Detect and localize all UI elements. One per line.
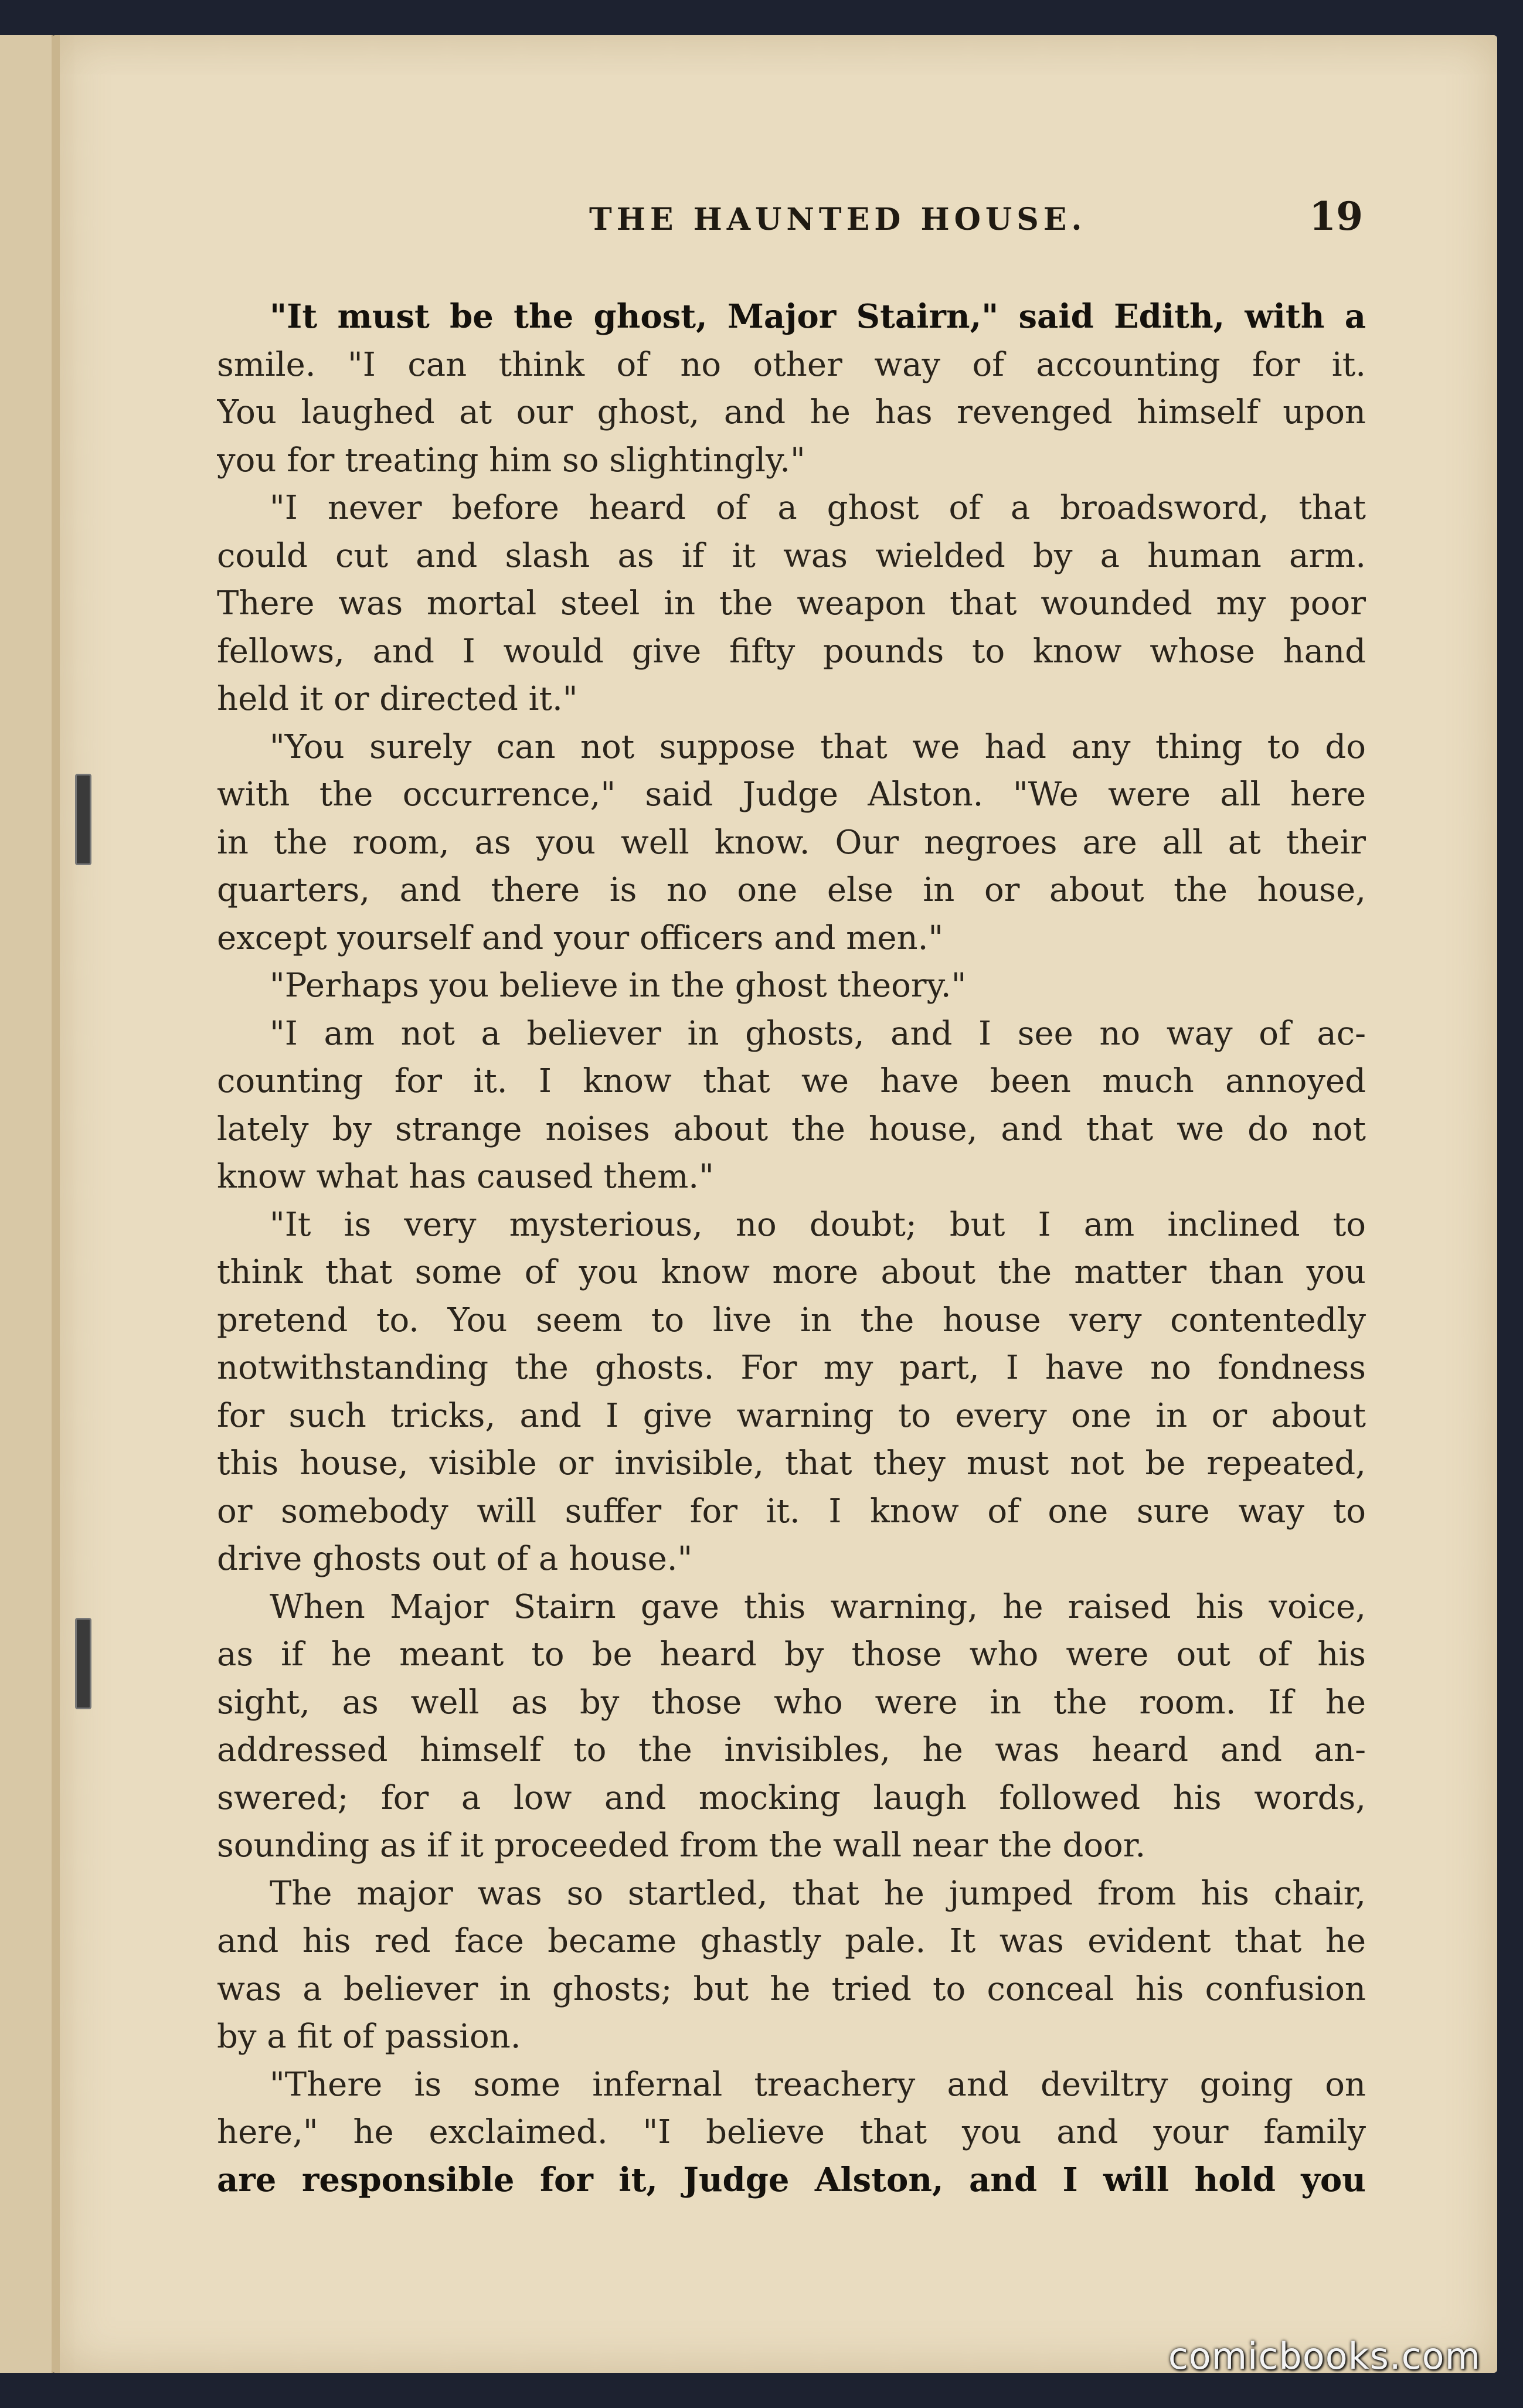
- text-line: was a believer in ghosts; but he tried to conceal his confusion: [217, 1970, 1366, 2008]
- text-line: as if he meant to be heard by those who were out of his: [217, 1635, 1366, 1674]
- text-line: think that some of you know more about the matter than you: [217, 1253, 1366, 1291]
- text-line: addressed himself to the invisibles, he was heard and an-: [217, 1731, 1366, 1769]
- text-line: notwithstanding the ghosts. For my part, I have no fondness: [217, 1349, 1366, 1387]
- text-line: by a fit of passion.: [217, 2018, 521, 2056]
- text-line: lately by strange noises about the house, and that we do not: [217, 1110, 1366, 1148]
- text-line: you for treating him so slightingly.": [217, 441, 805, 479]
- text-line: quarters, and there is no one else in or about the house,: [217, 871, 1366, 909]
- text-line: held it or directed it.": [217, 680, 578, 718]
- text-line: There was mortal steel in the weapon that wounded my poor: [217, 584, 1366, 623]
- text-line: "I am not a believer in ghosts, and I see no way of ac-: [270, 1014, 1366, 1053]
- body-text: [217, 293, 1366, 2204]
- text-line: with the occurrence," said Judge Alston. "We were all here: [217, 776, 1366, 814]
- running-title: THE HAUNTED HOUSE.: [589, 202, 1087, 237]
- staple-top: [75, 774, 91, 865]
- text-line: drive ghosts out of a house.": [217, 1540, 693, 1578]
- text-line: "It is very mysterious, no doubt; but I am inclined to: [270, 1205, 1366, 1244]
- text-line: "Perhaps you believe in the ghost theory.": [270, 967, 967, 1005]
- text-line: counting for it. I know that we have been much annoyed: [217, 1062, 1366, 1100]
- text-line: "It must be the ghost, Major Stairn," said Edith, with a: [270, 297, 1366, 336]
- text-line: "You surely can not suppose that we had any thing to do: [270, 727, 1366, 766]
- text-line: and his red face became ghastly pale. It was evident that he: [217, 1922, 1366, 1960]
- text-line: smile. "I can think of no other way of accounting for it.: [217, 345, 1366, 384]
- text-line: or somebody will suffer for it. I know of one sure way to: [217, 1492, 1366, 1530]
- text-line: fellows, and I would give fifty pounds to know whose hand: [217, 632, 1366, 671]
- text-line: are responsible for it, Judge Alston, and I will hold you: [217, 2160, 1366, 2199]
- text-line: could cut and slash as if it was wielded by a human arm.: [217, 536, 1366, 575]
- text-line: You laughed at our ghost, and he has revenged himself upon: [217, 393, 1366, 431]
- text-line: in the room, as you well know. Our negroes are all at their: [217, 823, 1366, 862]
- text-line: for such tricks, and I give warning to every one in or about: [217, 1396, 1366, 1435]
- page-number: 19: [1309, 193, 1363, 239]
- text-line: swered; for a low and mocking laugh followed his words,: [217, 1778, 1366, 1817]
- left-page-edge: [0, 35, 53, 2373]
- text-line: except yourself and your officers and men.": [217, 919, 944, 957]
- text-line: this house, visible or invisible, that they must not be repeated,: [217, 1444, 1366, 1482]
- text-line: The major was so startled, that he jumped from his chair,: [270, 1874, 1366, 1913]
- text-line: here," he exclaimed. "I believe that you and your family: [217, 2113, 1366, 2151]
- text-line: "There is some infernal treachery and deviltry going on: [270, 2065, 1366, 2104]
- text-line: "I never before heard of a ghost of a broadsword, that: [270, 489, 1366, 527]
- text-line: know what has caused them.": [217, 1158, 714, 1196]
- text-line: When Major Stairn gave this warning, he raised his voice,: [270, 1587, 1366, 1626]
- text-line: sight, as well as by those who were in the room. If he: [217, 1683, 1366, 1722]
- text-line: sounding as if it proceeded from the wall near the door.: [217, 1827, 1146, 1865]
- staple-bottom: [75, 1618, 91, 1709]
- text-line: pretend to. You seem to live in the house very contentedly: [217, 1301, 1366, 1339]
- page-header: [232, 193, 1363, 246]
- watermark: comicbooks.com: [1168, 2335, 1481, 2378]
